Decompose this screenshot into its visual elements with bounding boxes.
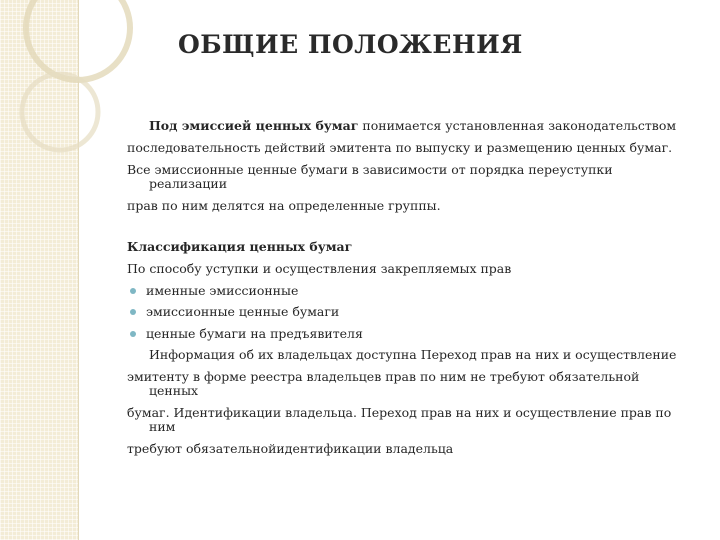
info-line: бумаг. Идентификации владельца. Переход прав на них и осуществление прав по [127, 405, 672, 420]
bullet-text: эмиссионные ценные бумаги [146, 304, 340, 319]
info-line: эмитенту в форме реестра владельцев прав по ним не требуют обязательной [127, 369, 640, 384]
info-line: ним [149, 419, 176, 434]
paragraph-1-line-2: последовательность действий эмитента по выпуску и размещению ценных бумаг. [127, 140, 673, 155]
decor-ring-small [22, 74, 98, 150]
paragraph-2-line-3: прав по ним делятся на определенные группы. [127, 198, 441, 213]
section-heading: Классификация ценных бумаг [127, 239, 353, 254]
bullet-dot-icon [130, 331, 136, 337]
bullet-item [127, 326, 707, 341]
slide-title: ОБЩИЕ ПОЛОЖЕНИЯ [178, 30, 523, 59]
bullet-dot-icon [130, 309, 136, 315]
decor-ring-large [26, 0, 130, 80]
info-line: ценных [149, 383, 199, 398]
paragraph-2-line-2: реализации [149, 176, 228, 191]
paragraph-2-line-1: Все эмиссионные ценные бумаги в зависимости от порядка переуступки [127, 162, 613, 177]
bullet-dot-icon [130, 288, 136, 294]
bullet-text: именные эмиссионные [146, 283, 299, 298]
info-line: требуют обязательнойидентификации владельца [127, 441, 454, 456]
section-intro: По способу уступки и осуществления закрепляемых прав [127, 261, 512, 276]
bullet-item [127, 283, 707, 298]
paragraph-1-rest: понимается установленная законодательством [358, 118, 677, 133]
bullet-text: ценные бумаги на предъявителя [146, 326, 363, 341]
info-line: Информация об их владельцах доступна Переход прав на них и осуществление [149, 347, 677, 362]
emission-term: Под эмиссией ценных бумаг [149, 118, 359, 133]
paragraph-1-line-1 [127, 118, 707, 133]
bullet-item [127, 304, 707, 319]
